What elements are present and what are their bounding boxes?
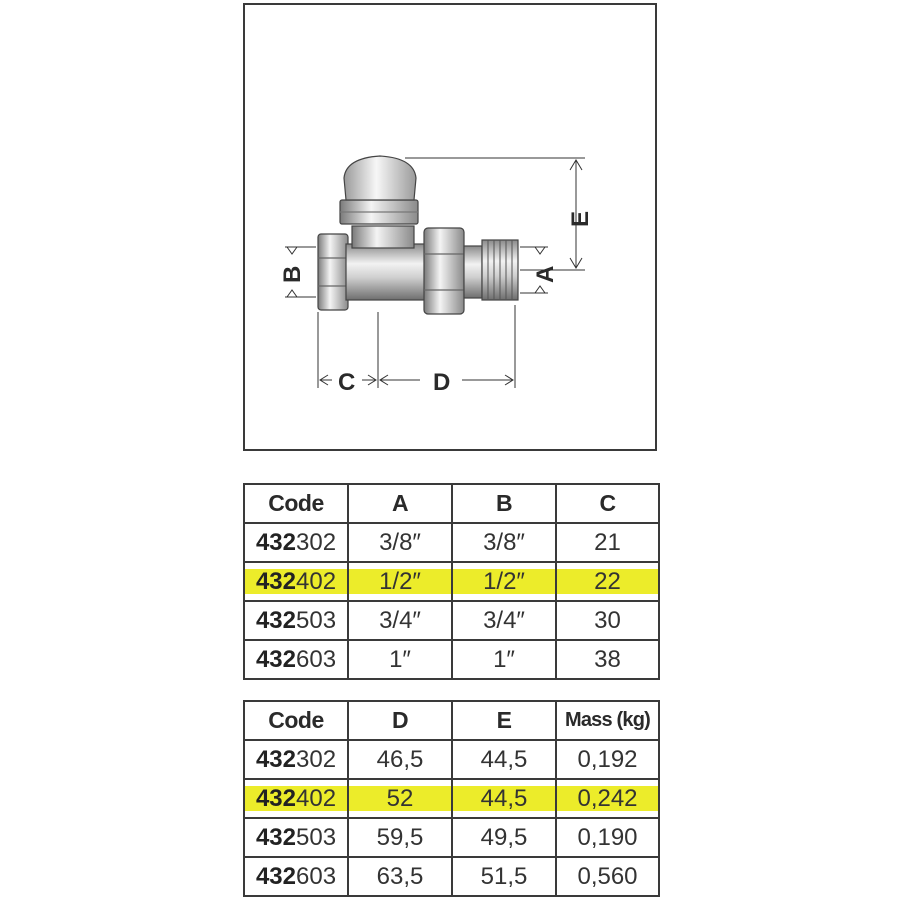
valve-body [318, 156, 518, 314]
value-cell: 3/8″ [452, 523, 556, 562]
value-cell: 44,5 [452, 740, 556, 779]
value-cell: 0,242 [556, 779, 659, 818]
code-prefix: 432 [255, 606, 296, 634]
value-cell: 21 [556, 523, 659, 562]
valve-diagram [245, 5, 655, 449]
code-suffix: 402 [296, 784, 337, 812]
value-cell: 0,190 [556, 818, 659, 857]
value-cell: 63,5 [348, 857, 452, 896]
header-cell: Code [244, 701, 348, 740]
code-prefix: 432 [255, 784, 296, 812]
value-cell: 0,560 [556, 857, 659, 896]
header-cell: Code [244, 484, 348, 523]
table-row [244, 857, 659, 896]
code-cell [244, 818, 348, 857]
code-prefix: 432 [255, 862, 296, 890]
header-cell: E [452, 701, 556, 740]
dim-label-b: B [279, 265, 306, 283]
value-cell: 1/2″ [452, 562, 556, 601]
value-cell: 22 [556, 562, 659, 601]
header-cell: B [452, 484, 556, 523]
value-cell: 1″ [348, 640, 452, 679]
value-cell: 3/8″ [348, 523, 452, 562]
code-prefix: 432 [255, 823, 296, 851]
value-cell: 0,192 [556, 740, 659, 779]
pipe-body [346, 244, 426, 300]
table-row [244, 779, 659, 818]
table-row [244, 562, 659, 601]
code-cell [244, 857, 348, 896]
left-hex-nut [318, 234, 348, 310]
code-prefix: 432 [255, 745, 296, 773]
code-suffix: 503 [296, 823, 337, 851]
value-cell: 3/4″ [452, 601, 556, 640]
table-header-row [244, 484, 659, 523]
code-prefix: 432 [255, 528, 296, 556]
cap-dome [344, 156, 416, 200]
value-cell: 59,5 [348, 818, 452, 857]
header-cell: C [556, 484, 659, 523]
table-header-row [244, 701, 659, 740]
table-row [244, 740, 659, 779]
code-prefix: 432 [255, 645, 296, 673]
value-cell: 46,5 [348, 740, 452, 779]
dim-label-a: A [532, 265, 559, 283]
value-cell: 51,5 [452, 857, 556, 896]
code-suffix: 302 [296, 745, 337, 773]
code-cell [244, 740, 348, 779]
header-cell: D [348, 701, 452, 740]
table-row [244, 523, 659, 562]
code-suffix: 603 [296, 862, 337, 890]
table-row [244, 601, 659, 640]
code-suffix: 402 [296, 567, 337, 595]
header-cell: A [348, 484, 452, 523]
code-suffix: 503 [296, 606, 337, 634]
dim-label-c: C [338, 369, 356, 396]
value-cell: 1/2″ [348, 562, 452, 601]
dimensions-table-de-mass [243, 700, 660, 897]
right-union-nut [424, 228, 464, 314]
stem-column [352, 226, 414, 248]
dim-label-d: D [433, 369, 451, 396]
dimensions-table-abc [243, 483, 660, 680]
dim-label-e: E [567, 210, 594, 227]
value-cell: 1″ [452, 640, 556, 679]
header-cell-mass: Mass (kg) [556, 701, 659, 740]
code-suffix: 603 [296, 645, 337, 673]
code-cell [244, 562, 348, 601]
value-cell: 49,5 [452, 818, 556, 857]
code-cell [244, 640, 348, 679]
table-row [244, 818, 659, 857]
valve-dimension-drawing [243, 3, 657, 451]
code-cell [244, 779, 348, 818]
value-cell: 30 [556, 601, 659, 640]
table-row [244, 640, 659, 679]
code-suffix: 302 [296, 528, 337, 556]
code-cell [244, 523, 348, 562]
value-cell: 3/4″ [348, 601, 452, 640]
code-prefix: 432 [255, 567, 296, 595]
code-cell [244, 601, 348, 640]
value-cell: 52 [348, 779, 452, 818]
value-cell: 38 [556, 640, 659, 679]
value-cell: 44,5 [452, 779, 556, 818]
